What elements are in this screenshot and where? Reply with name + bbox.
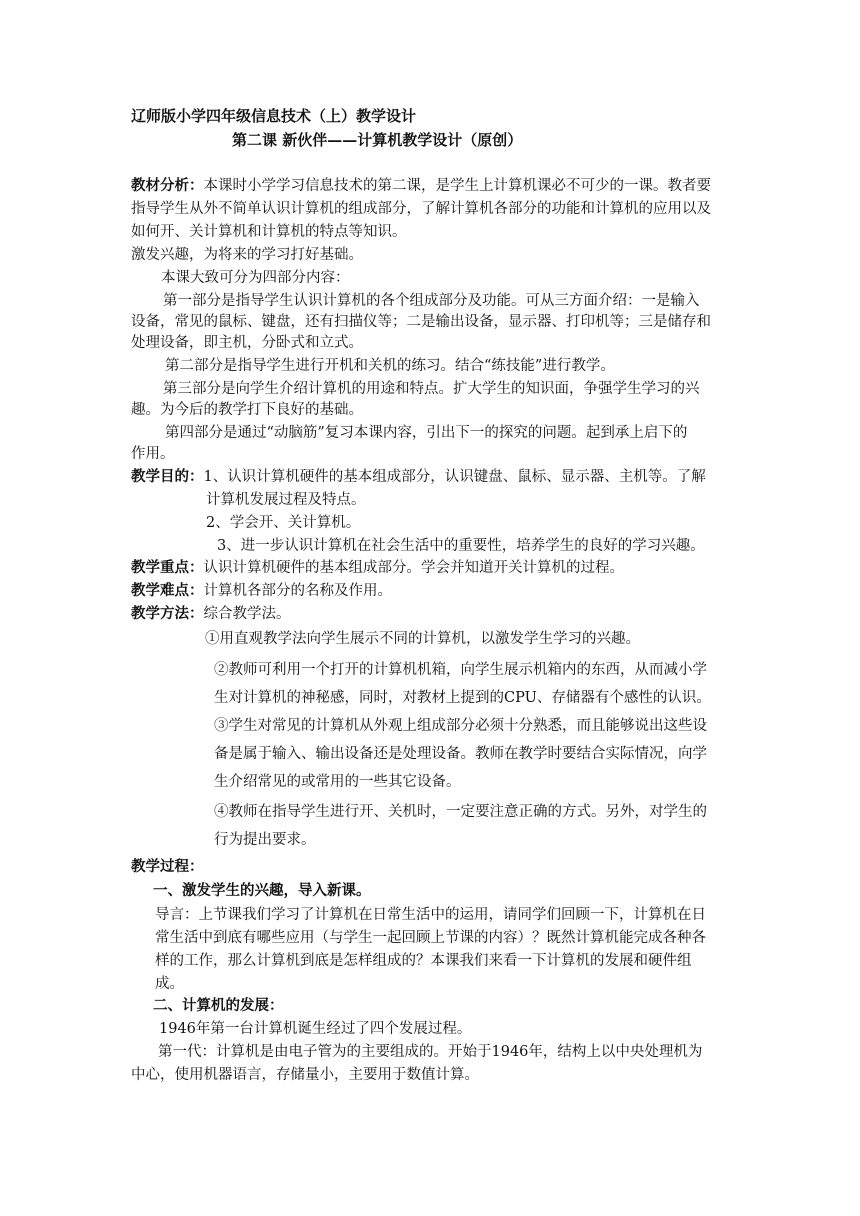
doc-title: 辽师版小学四年级信息技术（上）教学设计	[131, 107, 417, 125]
paragraph-line: 第一代：计算机是由电子管为的主要组成的。开始于1946年，结构上以中央处理机为	[158, 1044, 703, 1060]
paragraph-line: 第一部分是指导学生认识计算机的各个组成部分及功能。可从三方面介绍：一是输入	[163, 293, 700, 309]
methods-label: 教学方法：	[131, 605, 204, 622]
goals-line	[131, 467, 706, 487]
paragraph-line: 导言：上节课我们学习了计算机在日常生活中的运用，请同学们回顾一下，计算机在日	[155, 907, 706, 923]
key-points-line	[131, 558, 624, 578]
paragraph-line: 本课大致可分为四部分内容：	[161, 270, 350, 286]
paragraph-line: 常生活中到底有哪些应用（与学生一起回顾上节课的内容）？既然计算机能完成各种各	[155, 930, 706, 946]
paragraph-line: 中心，使用机器语言，存储量小，主要用于数值计算。	[131, 1067, 479, 1083]
paragraph-line: 样的工作，那么计算机到底是怎样组成的？本课我们来看一下计算机的发展和硬件组	[155, 953, 692, 969]
paragraph-line: 第二部分是指导学生进行开机和关机的练习。结合“练技能”进行教学。	[165, 358, 615, 374]
method-item: 行为提出要求。	[214, 832, 316, 848]
analysis-line	[131, 176, 711, 196]
paragraph-line: 设备，常见的鼠标、键盘，还有扫描仪等；二是输出设备，显示器、打印机等；三是储存和	[131, 314, 711, 330]
paragraph-line: 如何开、关计算机和计算机的特点等知识。	[131, 224, 407, 240]
paragraph-line: 第四部分是通过“动脑筋”复习本课内容，引出下一的探究的问题。起到承上启下的	[165, 425, 688, 441]
method-item: 生对计算机的神秘感，同时，对教材上提到的CPU、存储器有个感性的认识。	[214, 690, 711, 706]
difficulties-text: 计算机各部分的名称及作用。	[203, 583, 392, 599]
paragraph-line: 趣。为今后的教学打下良好的基础。	[131, 402, 363, 418]
method-item: 备是属于输入、输出设备还是处理设备。教师在教学时要结合实际情况，向学	[214, 746, 707, 762]
paragraph-line: 第三部分是向学生介绍计算机的用途和特点。扩大学生的知识面，争强学生学习的兴	[163, 381, 700, 397]
method-item: ①用直观教学法向学生展示不同的计算机，以激发学生学习的兴趣。	[205, 631, 640, 647]
paragraph-line: 2、学会开、关计算机。	[206, 515, 361, 531]
difficulties-label: 教学难点：	[131, 582, 204, 599]
section-title: 二、计算机的发展：	[153, 997, 284, 1014]
paragraph-line: 激发兴趣，为将来的学习打好基础。	[131, 247, 363, 263]
paragraph-line: 计算机发展过程及特点。	[206, 492, 366, 508]
doc-subtitle: 第二课 新伙伴——计算机教学设计（原创）	[232, 131, 523, 149]
paragraph-line: 成。	[155, 976, 184, 992]
paragraph-line: 1946年第一台计算机诞生经过了四个发展过程。	[159, 1021, 472, 1037]
paragraph-line: 3、进一步认识计算机在社会生活中的重要性，培养学生的良好的学习兴趣。	[217, 538, 705, 554]
method-item: ④教师在指导学生进行开、关机时，一定要注意正确的方式。另外，对学生的	[214, 804, 707, 820]
goals-label: 教学目的：	[131, 468, 204, 485]
section-title: 一、激发学生的兴趣，导入新课。	[153, 882, 371, 899]
analysis-label: 教材分析：	[131, 177, 204, 194]
key-points-text: 认识计算机硬件的基本组成部分。学会并知道开关计算机的过程。	[203, 560, 624, 576]
goals-text: 1、认识计算机硬件的基本组成部分，认识键盘、鼠标、显示器、主机等。了解	[203, 469, 706, 485]
analysis-text: 本课时小学学习信息技术的第二课，是学生上计算机课必不可少的一课。教者要	[203, 178, 711, 194]
paragraph-line: 指导学生从外不简单认识计算机的组成部分，了解计算机各部分的功能和计算机的应用以及	[131, 201, 711, 217]
methods-line	[131, 604, 291, 624]
process-label: 教学过程：	[131, 858, 204, 875]
difficulties-line	[131, 581, 392, 601]
method-item: ②教师可利用一个打开的计算机机箱，向学生展示机箱内的东西，从而减小学	[214, 662, 707, 678]
paragraph-line: 处理设备，即主机，分卧式和立式。	[131, 335, 363, 351]
method-item: ③学生对常见的计算机从外观上组成部分必须十分熟悉，而且能够说出这些设	[214, 718, 707, 734]
paragraph-line: 作用。	[131, 446, 175, 462]
methods-text: 综合教学法。	[203, 606, 291, 622]
method-item: 生介绍常见的或常用的一些其它设备。	[214, 774, 461, 790]
key-points-label: 教学重点：	[131, 559, 204, 576]
